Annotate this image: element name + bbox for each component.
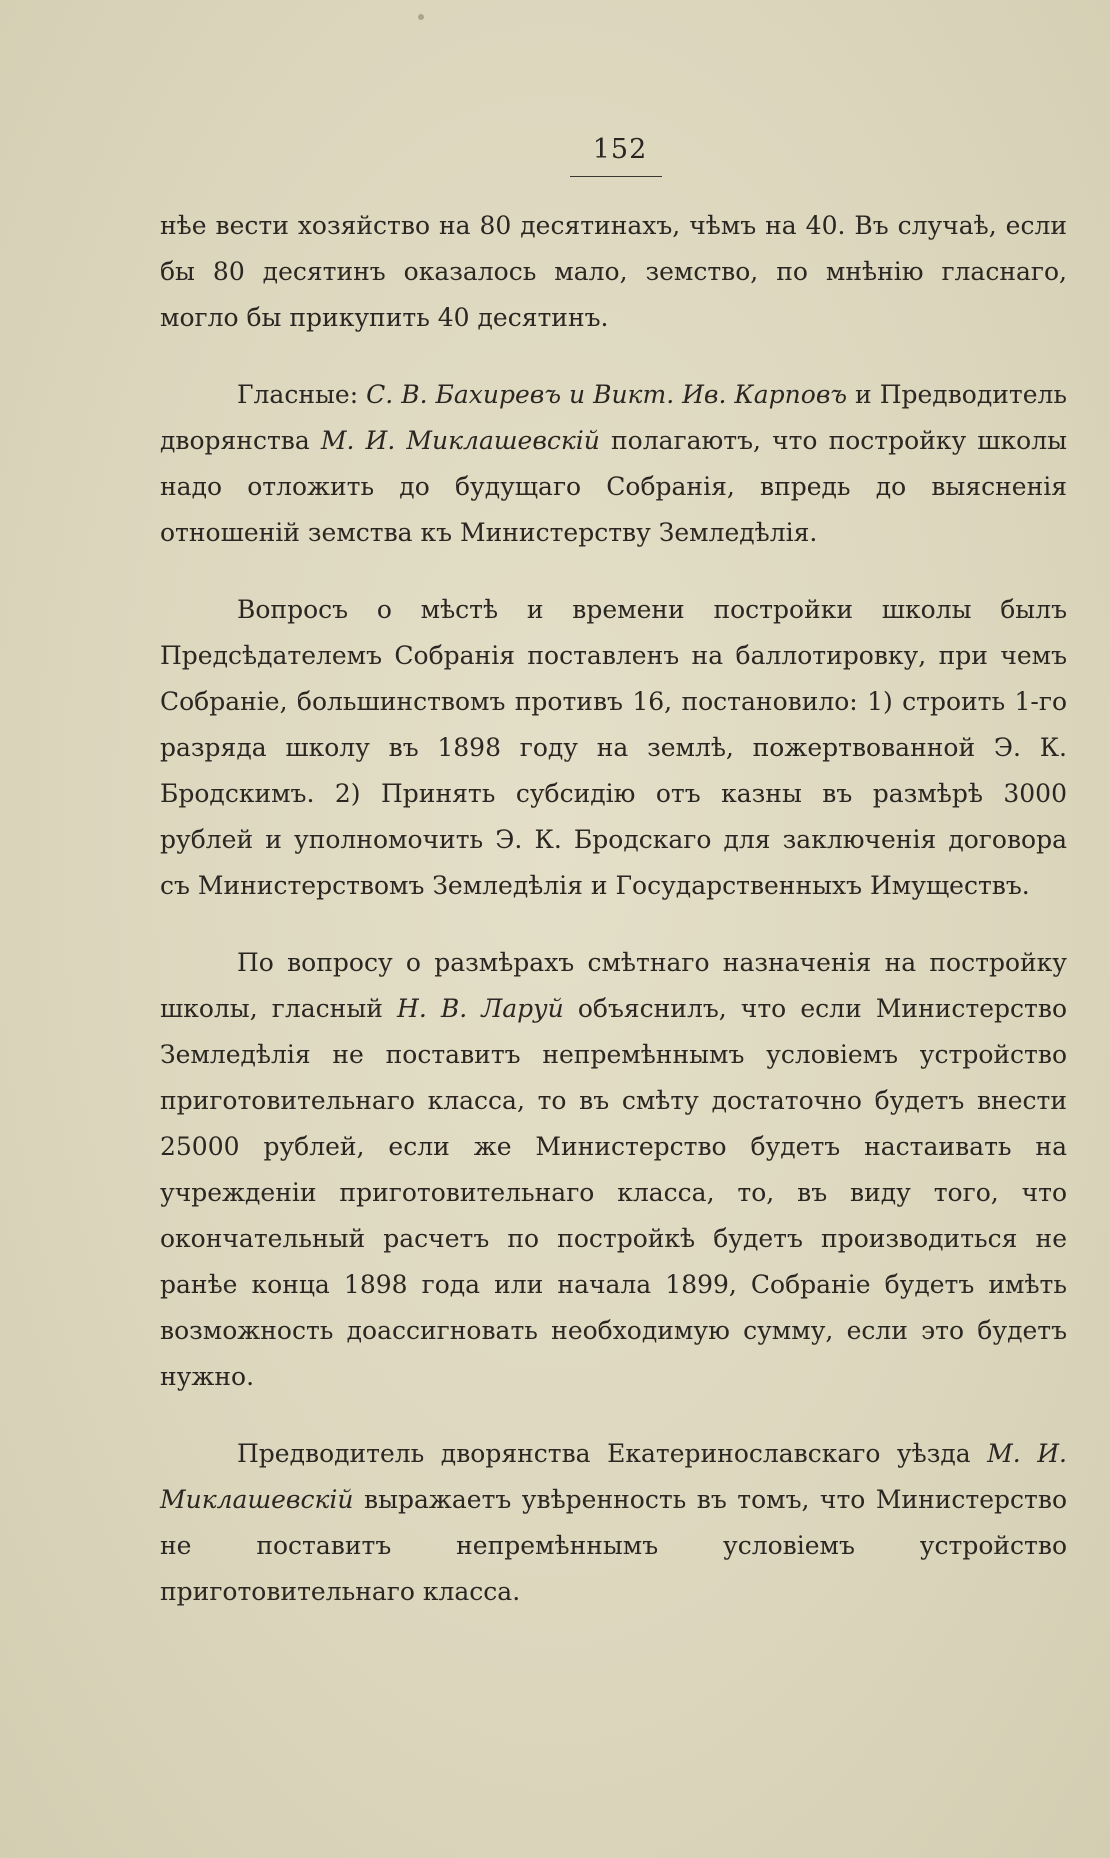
paragraph-2-text-a: Гласные: <box>237 380 367 409</box>
paragraph-1-text: нѣе вести хозяйство на 80 десятинахъ, чѣмъ на 40. Въ случаѣ, если бы 80 десятинъ оказалось мало, земство, по мнѣнію гласнаго, могло бы прикупить 40 десятинъ. <box>160 211 1067 332</box>
person-name-larui: Н. В. Ларуй <box>397 994 564 1023</box>
paragraph-3 <box>160 587 1067 909</box>
paragraph-4-text-b: объяснилъ, что если Министерство Земледѣлія не поставитъ непремѣннымъ условіемъ устройство приготовительнаго класса, то въ смѣту достаточно будетъ внести 25000 рублей, если же Министерство будетъ настаивать на учрежденіи приготовительнаго класса, то, въ виду того, что окончательный расчетъ по постройкѣ будетъ производиться не ранѣе конца 1898 года или начала 1899, Собраніе будетъ имѣть возможность доассигновать необходимую сумму, если это будетъ нужно. <box>160 994 1067 1391</box>
paragraph-2-text-b: и Предводитель дворянства <box>160 380 1067 455</box>
paper-speck <box>418 14 424 20</box>
person-name-miklashevsky-2: М. И. Миклашевскій <box>160 1439 1067 1514</box>
page-number: 152 <box>592 134 648 165</box>
paragraph-5-text-a: Предводитель дворянства Екатеринославскаго уѣзда <box>237 1439 988 1468</box>
paragraph-3-text: Вопросъ о мѣстѣ и времени постройки школы былъ Предсѣдателемъ Собранія поставленъ на баллотировку, при чемъ Собраніе, большинствомъ противъ 16, постановило: 1) строить 1-го разряда школу въ 1898 году на землѣ, пожертвованной Э. К. Бродскимъ. 2) Принять субсидію отъ казны въ размѣрѣ 3000 рублей и уполномочить Э. К. Бродскаго для заключенія договора съ Министерствомъ Земледѣлія и Государственныхъ Имуществъ. <box>160 595 1067 900</box>
paragraph-1 <box>160 203 1067 341</box>
body-text <box>160 203 1067 1615</box>
person-name-miklashevsky: М. И. Миклашевскій <box>320 426 600 455</box>
page-number-underline <box>570 176 662 177</box>
paragraph-2-text-c: полагаютъ, что постройку школы надо отложить до будущаго Собранія, впредь до выясненія отношеній земства къ Министерству Земледѣлія. <box>160 426 1067 547</box>
paragraph-2 <box>160 372 1067 556</box>
paragraph-5 <box>160 1431 1067 1615</box>
paragraph-4-text-a: По вопросу о размѣрахъ смѣтнаго назначенія на постройку школы, гласный <box>160 948 1067 1023</box>
paragraph-4 <box>160 940 1067 1400</box>
paragraph-5-text-b: выражаетъ увѣренность въ томъ, что Министерство не поставитъ непремѣннымъ условіемъ устройство приготовительнаго класса. <box>160 1485 1067 1606</box>
person-names-bakhirev-karpov: С. В. Бахиревъ и Викт. Ив. Карповъ <box>366 380 848 409</box>
